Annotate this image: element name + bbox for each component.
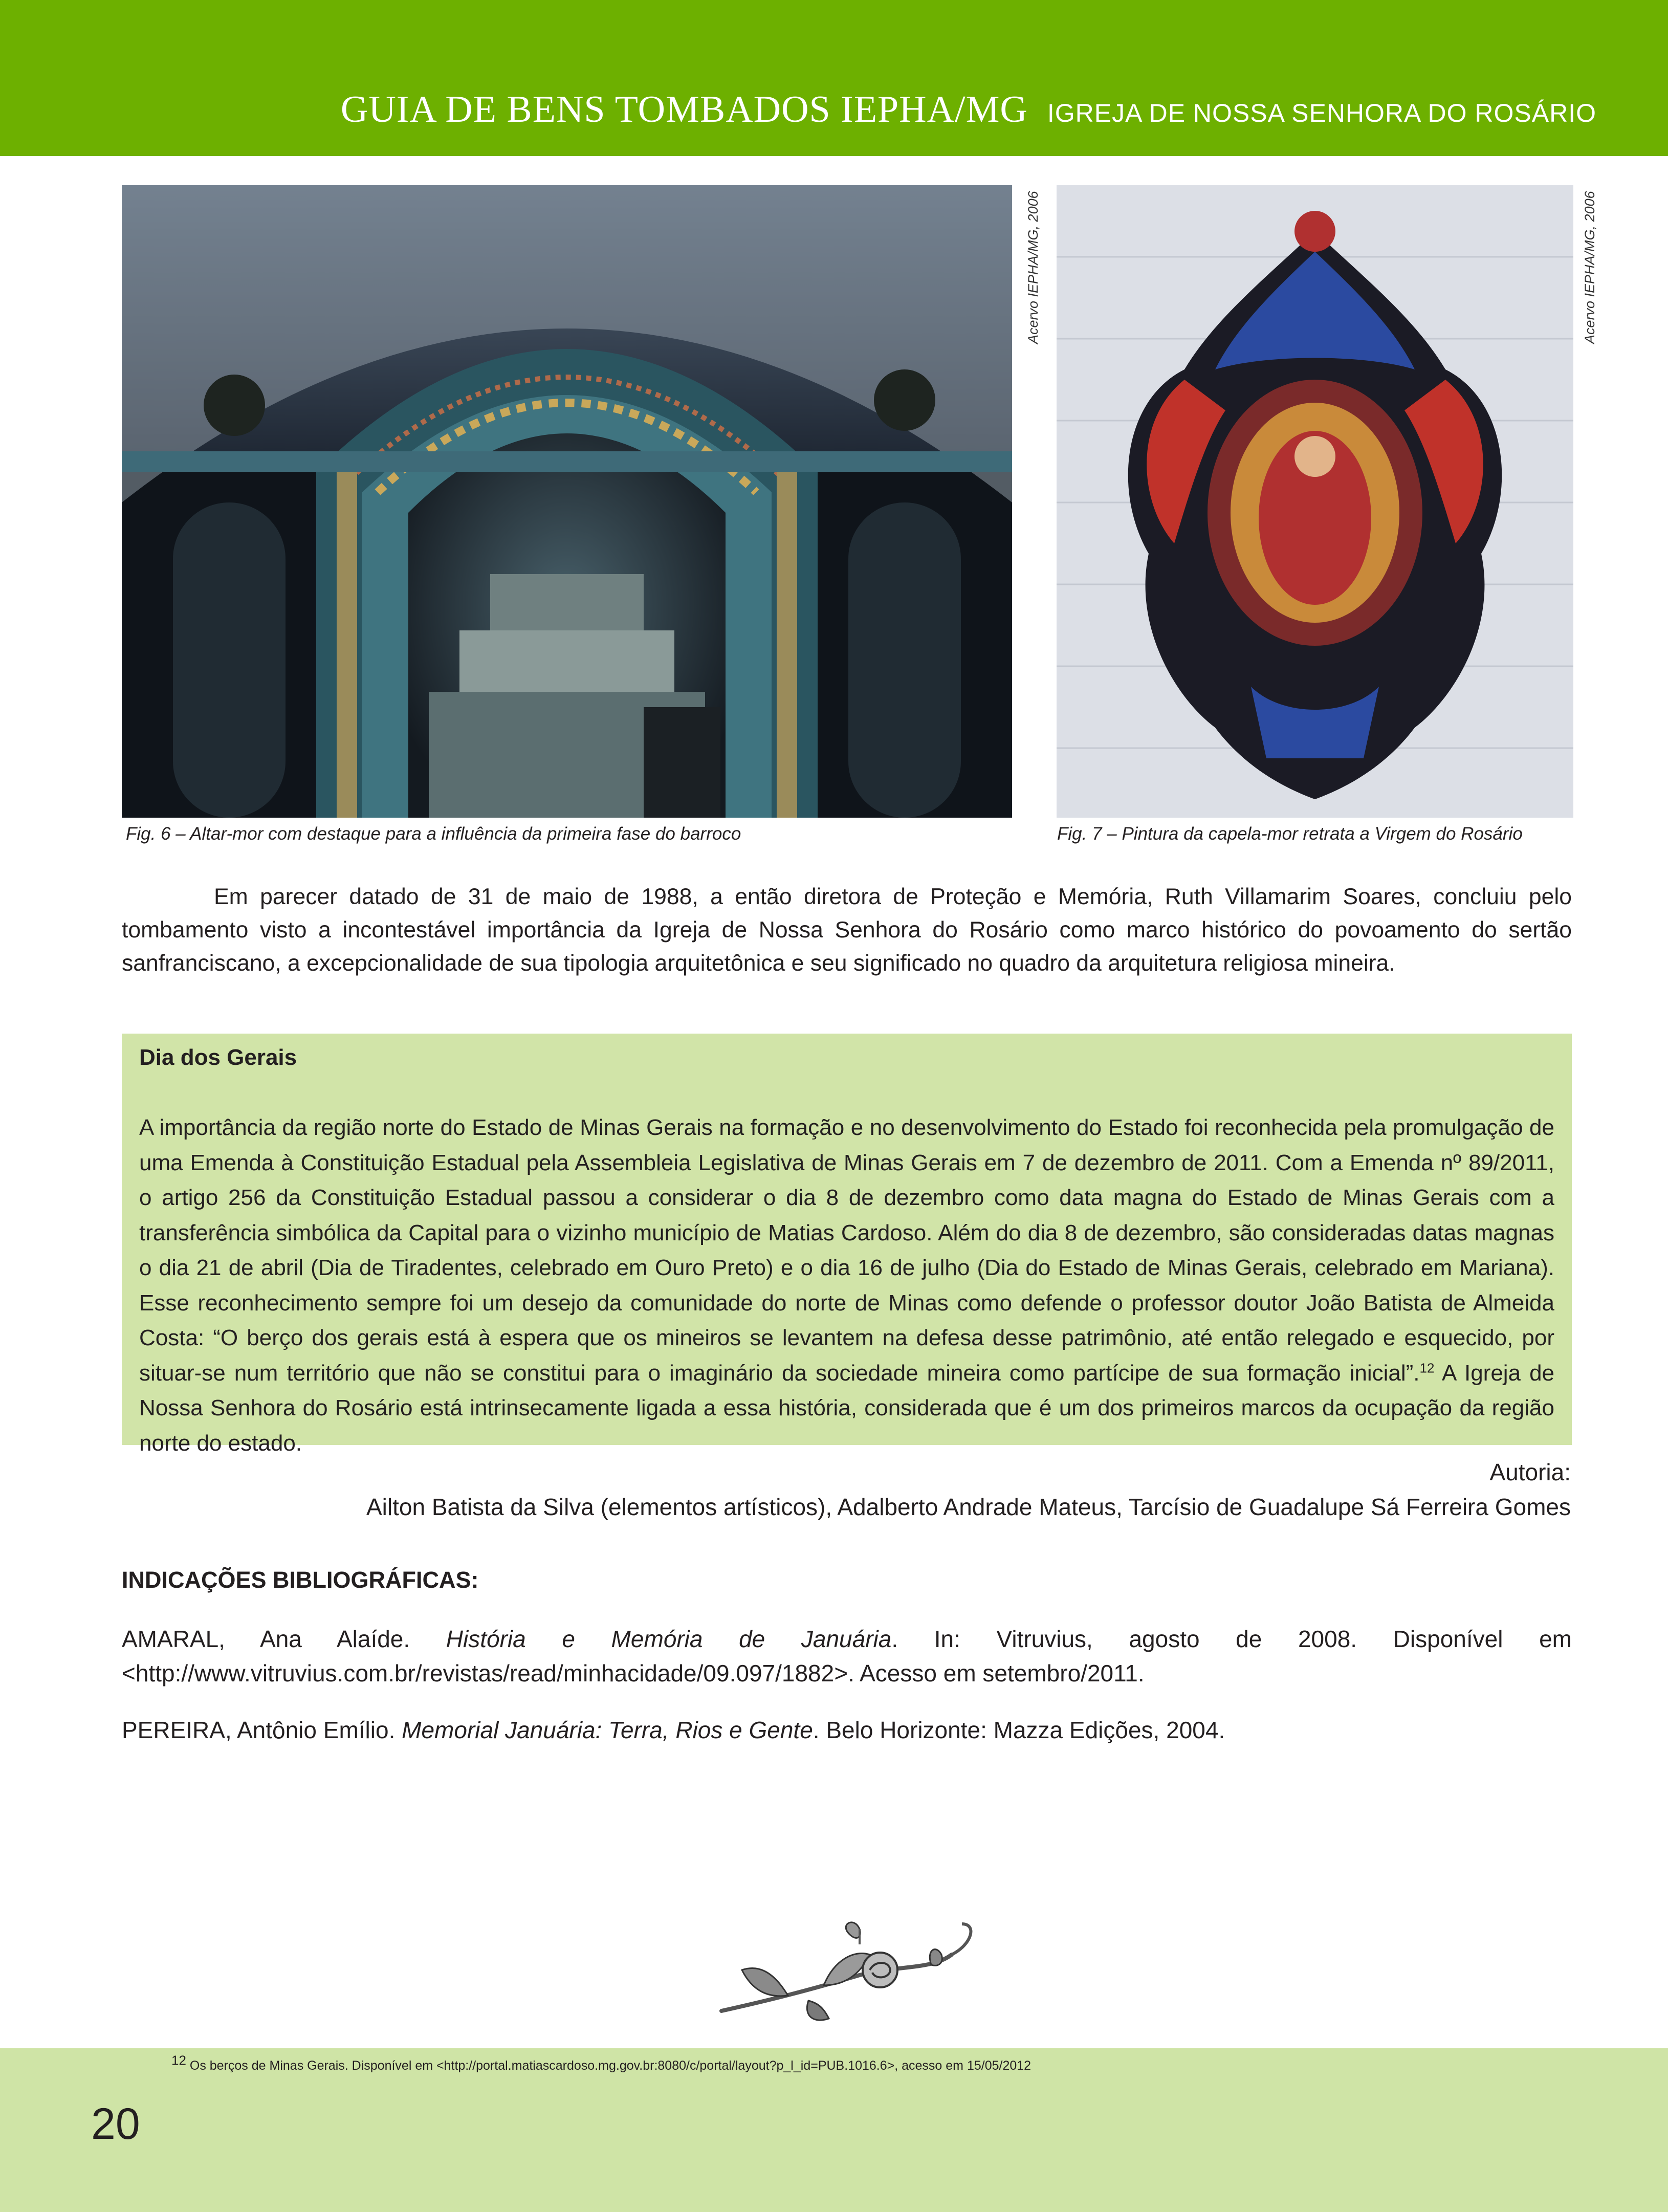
figure-caption: Fig. 6 – Altar-mor com destaque para a influência da primeira fase do barroco: [126, 824, 741, 844]
box-text: [139, 1110, 1554, 1461]
bibliography-entry: [122, 1713, 1572, 1747]
box-text-end: A Igreja de Nossa Senhora do Rosário está intrinsecamente ligada a essa história, considerada que é um dos primeiros marcos da ocupação da região norte do estado.: [139, 1360, 1555, 1456]
bib-details: . In: Vitruvius, agosto de 2008. Disponível em <http://www.vitruvius.com.br/revistas/read/minhacidade/09.097/1882>. Acesso em setembro/2011.: [122, 1626, 1572, 1687]
bib-title: História e Memória de Januária: [446, 1626, 892, 1652]
altar-photo: [122, 185, 1012, 818]
bib-author: AMARAL, Ana Alaíde.: [122, 1626, 446, 1652]
box-title: Dia dos Gerais: [139, 1045, 297, 1070]
ceiling-painting-photo: [1057, 185, 1573, 818]
authorship-names: Ailton Batista da Silva (elementos artísticos), Adalberto Andrade Mateus, Tarcísio de Guadalupe Sá Ferreira Gomes: [366, 1494, 1571, 1520]
bib-title: Memorial Januária: Terra, Rios e Gente: [402, 1717, 813, 1743]
footnote: [171, 2052, 1031, 2073]
info-box: [122, 1034, 1572, 1456]
body-paragraph: Em parecer datado de 31 de maio de 1988, a então diretora de Proteção e Memória, Ruth Villamarim Soares, concluiu pelo tombamento visto a incontestável importância da Igreja de Nossa Senhora do Rosário como marco histórico do povoamento do sertão sanfranciscano, a excepcionalidade de sua tipologia arquitetônica e seu significado no quadro da arquitetura religiosa mineira.: [122, 884, 1572, 976]
photo-credit: Acervo IEPHA/MG, 2006: [1025, 191, 1041, 344]
bib-author: PEREIRA, Antônio Emílio.: [122, 1717, 402, 1743]
footnote-text: Os berços de Minas Gerais. Disponível em <http://portal.matiascardoso.mg.gov.br:8080/c/portal/layout?p_l_id=PUB.1016.6>, acesso em 15/05/2012: [189, 2058, 1031, 2073]
bib-details: . Belo Horizonte: Mazza Edições, 2004.: [813, 1717, 1225, 1743]
photo-credit: Acervo IEPHA/MG, 2006: [1582, 191, 1597, 344]
page-header: [0, 0, 1668, 156]
page-number: 20: [91, 2099, 140, 2149]
footnote-ref[interactable]: 12: [1419, 1360, 1435, 1375]
guide-title: GUIA DE BENS TOMBADOS IEPHA/MG: [340, 89, 1028, 130]
authorship-label: Autoria:: [1489, 1459, 1571, 1485]
rose-ornament: [706, 1914, 993, 2026]
bibliography-heading: INDICAÇÕES BIBLIOGRÁFICAS:: [122, 1567, 479, 1593]
section-title: IGREJA DE NOSSA SENHORA DO ROSÁRIO: [1047, 99, 1596, 127]
bibliography-entry: [122, 1622, 1572, 1691]
header-title: [341, 88, 1596, 132]
footnote-number: 12: [171, 2052, 186, 2068]
figure-caption: Fig. 7 – Pintura da capela-mor retrata a Virgem do Rosário: [1057, 824, 1523, 844]
box-text-main: A importância da região norte do Estado de Minas Gerais na formação e no desenvolvimento do Estado foi reconhecida pela promulgação de uma Emenda à Constituição Estadual pela Assembleia Legislativa de Minas Gerais em 7 de dezembro de 2011. Com a Emenda nº 89/2011, o artigo 256 da Constituição Estadual passou a considerar o dia 8 de dezembro como data magna do Estado de Minas Gerais com a transferência simbólica da Capital para o vizinho município de Matias Cardoso. Além do dia 8 de dezembro, são consideradas datas magnas o dia 21 de abril (Dia de Tiradentes, celebrado em Ouro Preto) e o dia 16 de julho (Dia do Estado de Minas Gerais, celebrado em Mariana). Esse reconhecimento sempre foi um desejo da comunidade do norte de Minas como defende o professor doutor João Batista de Almeida Costa: “O berço dos gerais está à espera que os mineiros se levantem na defesa desse patrimônio, até então relegado e esquecido, por situar-se num território que não se constitui para o imaginário da sociedade mineira como partícipe de sua formação inicial”.: [139, 1115, 1554, 1386]
